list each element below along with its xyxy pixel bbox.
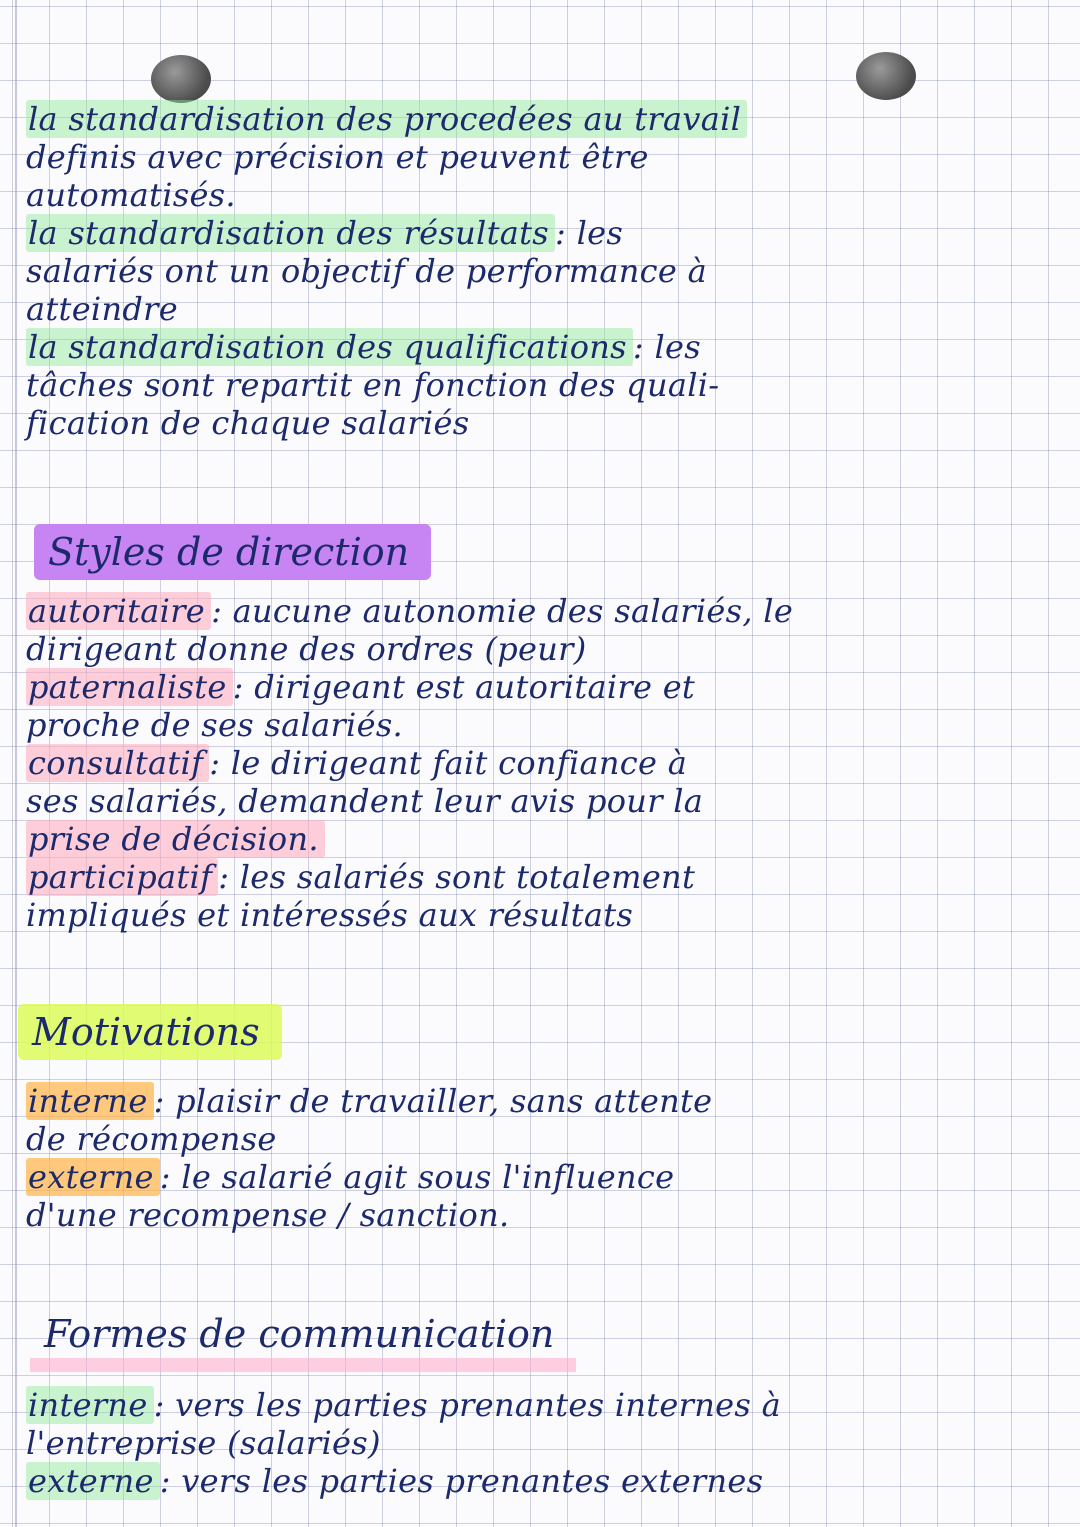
- line-text: d'une recompense / sanction.: [26, 1196, 510, 1234]
- note-line: [26, 1462, 1040, 1500]
- binder-hole-right: [856, 52, 916, 100]
- note-line: [26, 1158, 1040, 1196]
- binder-hole-left: [151, 55, 211, 103]
- highlight-term: consultatif: [26, 744, 209, 782]
- line-text: tâches sont repartit en fonction des quali-: [26, 366, 720, 404]
- line-text: fication de chaque salariés: [26, 404, 470, 442]
- section-formes-de-communication: [26, 1386, 1040, 1500]
- line-text: l'entreprise (salariés): [26, 1424, 381, 1462]
- line-text: : les: [555, 214, 624, 252]
- line-text: dirigeant donne des ordres (peur): [26, 630, 587, 668]
- line-text: : plaisir de travailler, sans attente: [153, 1082, 713, 1120]
- highlight-term: la standardisation des qualifications: [26, 328, 633, 366]
- line-text: : le dirigeant fait confiance à: [209, 744, 688, 782]
- note-line: [26, 176, 1040, 214]
- note-line: [26, 782, 1040, 820]
- line-text: definis avec précision et peuvent être: [26, 138, 649, 176]
- highlight-term: externe: [26, 1462, 160, 1500]
- line-text: proche de ses salariés.: [26, 706, 404, 744]
- line-text: : les: [632, 328, 701, 366]
- section-styles-de-direction: [26, 592, 1040, 934]
- note-line: [26, 592, 1040, 630]
- section-motivations: [26, 1082, 1040, 1234]
- highlight-term: autoritaire: [26, 592, 211, 630]
- note-line: [26, 820, 1040, 858]
- note-line: [26, 858, 1040, 896]
- heading-formes-de-communication: Formes de communication: [30, 1306, 576, 1372]
- note-line: [26, 404, 1040, 442]
- line-text: : vers les parties prenantes internes à: [153, 1386, 781, 1424]
- page-margin-line: [15, 0, 17, 1527]
- heading-styles-de-direction: Styles de direction: [34, 524, 431, 580]
- highlight-term: paternaliste: [26, 668, 233, 706]
- note-line: [26, 290, 1040, 328]
- line-text: salariés ont un objectif de performance à: [26, 252, 707, 290]
- note-line: [26, 896, 1040, 934]
- highlight-term: interne: [26, 1082, 154, 1120]
- highlight-term: externe: [26, 1158, 160, 1196]
- note-line: [26, 138, 1040, 176]
- line-text: impliqués et intéressés aux résultats: [26, 896, 634, 934]
- note-line: [26, 744, 1040, 782]
- note-line: [26, 214, 1040, 252]
- note-line: [26, 252, 1040, 290]
- line-text: de récompense: [26, 1120, 277, 1158]
- line-text: atteindre: [26, 290, 178, 328]
- note-line: [26, 1120, 1040, 1158]
- line-text: : le salarié agit sous l'influence: [159, 1158, 675, 1196]
- line-text: : vers les parties prenantes externes: [159, 1462, 764, 1500]
- note-line: [26, 630, 1040, 668]
- note-line: [26, 366, 1040, 404]
- note-line: [26, 328, 1040, 366]
- line-text: : les salariés sont totalement: [218, 858, 696, 896]
- note-line: [26, 1424, 1040, 1462]
- section-standardisation: [26, 100, 1040, 442]
- note-line: [26, 1386, 1040, 1424]
- note-line: [26, 100, 1040, 138]
- line-text: : dirigeant est autoritaire et: [232, 668, 696, 706]
- highlight-term: la standardisation des résultats: [26, 214, 555, 252]
- highlight-term: participatif: [26, 858, 218, 896]
- heading-motivations: Motivations: [18, 1004, 282, 1060]
- highlight-term: interne: [26, 1386, 154, 1424]
- note-line: [26, 706, 1040, 744]
- line-text: automatisés.: [26, 176, 236, 214]
- highlight-term: prise de décision.: [26, 820, 325, 858]
- note-line: [26, 668, 1040, 706]
- highlight-term: la standardisation des procedées au travail: [26, 100, 747, 138]
- note-line: [26, 1082, 1040, 1120]
- note-line: [26, 1196, 1040, 1234]
- line-text: ses salariés, demandent leur avis pour la: [26, 782, 704, 820]
- line-text: : aucune autonomie des salariés, le: [211, 592, 794, 630]
